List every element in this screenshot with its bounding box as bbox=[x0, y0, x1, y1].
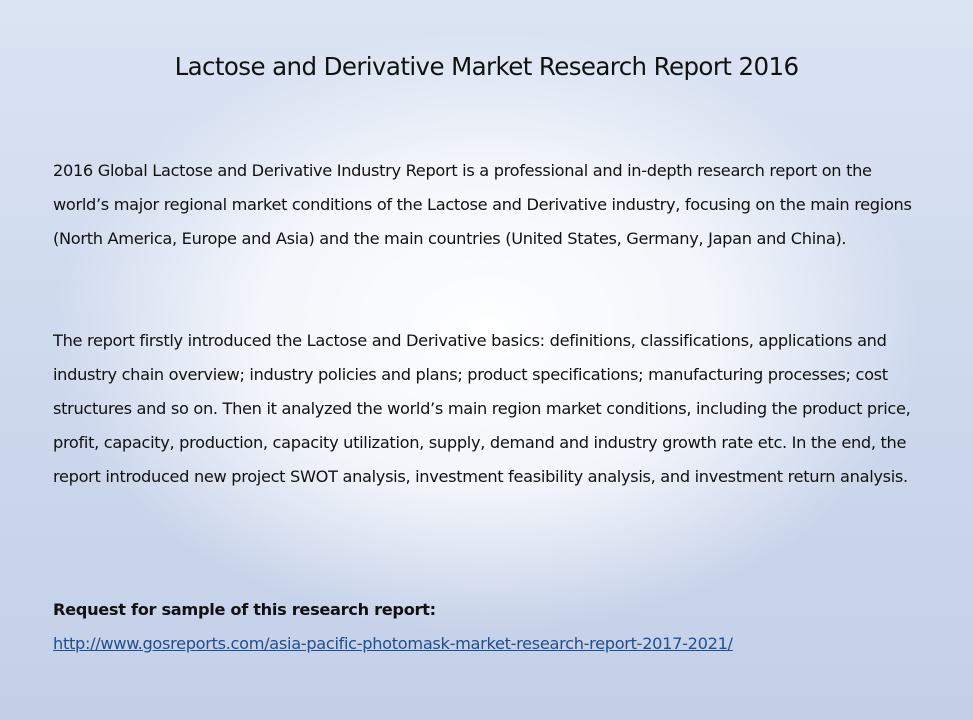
sample-request-link[interactable]: http://www.gosreports.com/asia-pacific-photomask-market-research-report-2017-2021/ bbox=[53, 634, 733, 653]
intro-paragraph: 2016 Global Lactose and Derivative Industry Report is a professional and in-depth research report on the world’s major regional market conditions of the Lactose and Derivative industry, focusing on the main regions (North America, Europe and Asia) and the main countries (United States, Germany, Japan and China). bbox=[53, 161, 912, 248]
details-paragraph: The report firstly introduced the Lactose and Derivative basics: definitions, classifications, applications and industry chain overview; industry policies and plans; product specifications; manufacturing processes; cost structures and so on. Then it analyzed the world’s main region market conditions, including the product price, profit, capacity, production, capacity utilization, supply, demand and industry growth rate etc. In the end, the report introduced new project SWOT analysis, investment feasibility analysis, and investment return analysis. bbox=[53, 331, 911, 486]
sample-request-section bbox=[53, 593, 927, 661]
page-title: Lactose and Derivative Market Research Report 2016 bbox=[174, 52, 799, 81]
sample-request-label: Request for sample of this research report: bbox=[53, 600, 436, 619]
